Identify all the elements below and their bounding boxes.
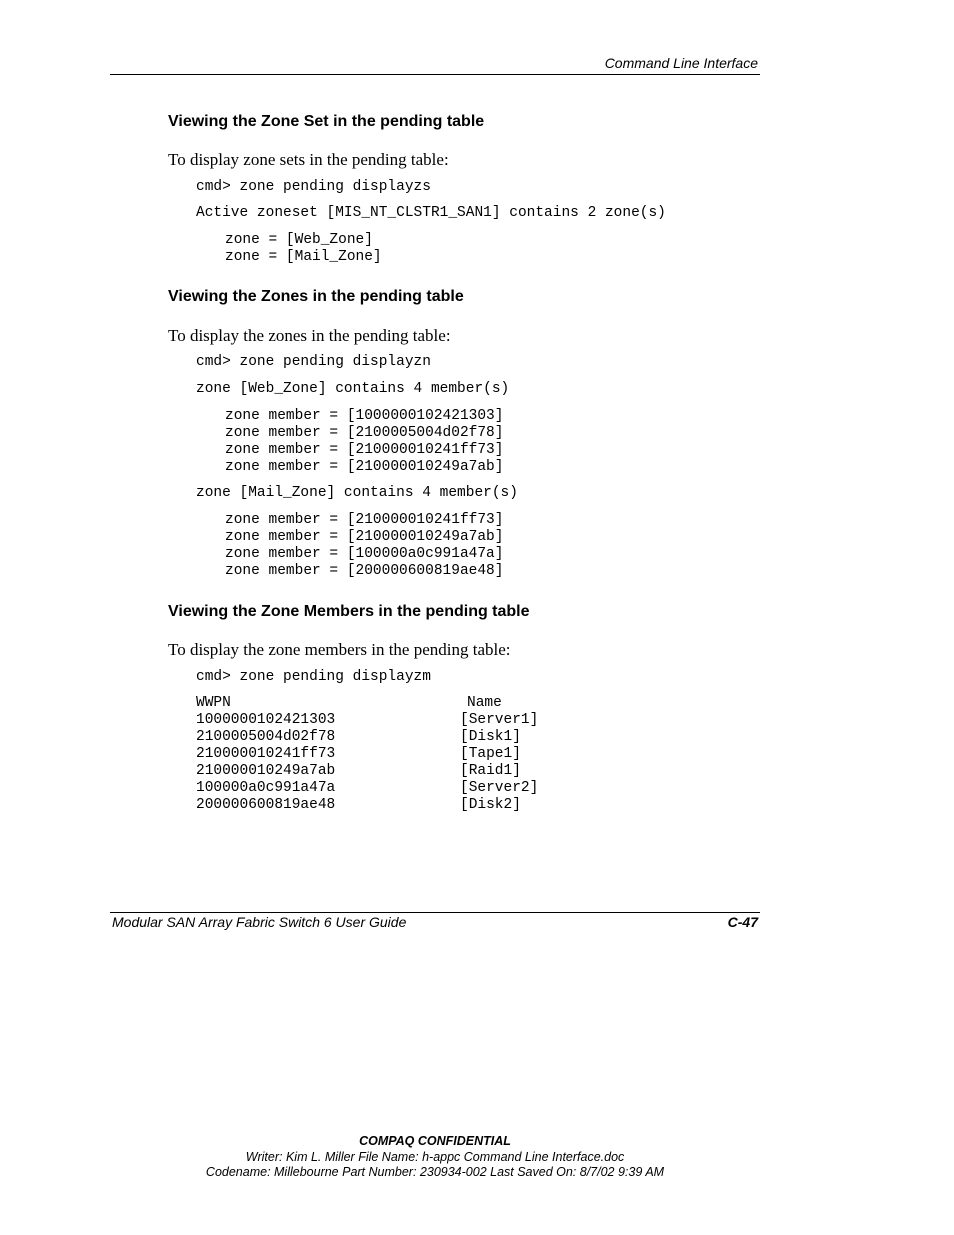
- output-active-zoneset: Active zoneset [MIS_NT_CLSTR1_SAN1] contains 2 zone(s): [196, 205, 666, 221]
- table-cell-name: [Disk1]: [460, 729, 521, 745]
- zone-member-line: zone member = [210000010241ff73]: [225, 442, 504, 458]
- running-header: Command Line Interface: [604, 55, 758, 71]
- confidential-codename-line: Codename: Millebourne Part Number: 230934-002 Last Saved On: 8/7/02 9:39 AM: [205, 1165, 665, 1179]
- table-cell-wwpn: 2100005004d02f78: [196, 729, 336, 745]
- section-intro-zone-set: To display zone sets in the pending table:: [168, 150, 449, 169]
- header-rule: [110, 74, 760, 75]
- zone-line: zone = [Mail_Zone]: [225, 249, 382, 265]
- zone-member-line: zone member = [200000600819ae48]: [225, 563, 504, 579]
- command-displayzn: cmd> zone pending displayzn: [196, 354, 431, 370]
- section-intro-zone-members: To display the zone members in the pending table:: [168, 640, 511, 659]
- footer-guide-title: Modular SAN Array Fabric Switch 6 User Guide: [112, 914, 407, 930]
- zone-member-line: zone member = [210000010241ff73]: [225, 512, 504, 528]
- zone-group-title: zone [Web_Zone] contains 4 member(s): [196, 381, 510, 397]
- zone-group-title: zone [Mail_Zone] contains 4 member(s): [196, 485, 518, 501]
- zone-member-line: zone member = [210000010249a7ab]: [225, 529, 504, 545]
- confidential-label: COMPAQ CONFIDENTIAL: [359, 1134, 511, 1148]
- table-cell-name: [Tape1]: [460, 746, 521, 762]
- zone-member-line: zone member = [210000010249a7ab]: [225, 459, 504, 475]
- footer-rule: [110, 912, 760, 913]
- table-cell-name: [Server1]: [460, 712, 539, 728]
- table-cell-name: [Disk2]: [460, 797, 521, 813]
- command-displayzm: cmd> zone pending displayzm: [196, 669, 431, 685]
- table-cell-name: [Server2]: [460, 780, 539, 796]
- table-cell-wwpn: 210000010241ff73: [196, 746, 336, 762]
- section-heading-zone-set: Viewing the Zone Set in the pending table: [168, 113, 485, 130]
- confidential-writer-line: Writer: Kim L. Miller File Name: h-appc Command Line Interface.doc: [245, 1150, 625, 1164]
- section-heading-zones: Viewing the Zones in the pending table: [168, 288, 464, 305]
- section-intro-zones: To display the zones in the pending table:: [168, 326, 451, 345]
- zone-member-line: zone member = [1000000102421303]: [225, 408, 504, 424]
- page-number: C-47: [727, 914, 758, 930]
- zone-member-line: zone member = [2100005004d02f78]: [225, 425, 504, 441]
- table-header-name: Name: [467, 695, 502, 711]
- table-cell-wwpn: 1000000102421303: [196, 712, 336, 728]
- zone-line: zone = [Web_Zone]: [225, 232, 373, 248]
- table-header-wwpn: WWPN: [196, 695, 231, 711]
- table-cell-wwpn: 100000a0c991a47a: [196, 780, 336, 796]
- command-displayzs: cmd> zone pending displayzs: [196, 179, 431, 195]
- table-cell-wwpn: 210000010249a7ab: [196, 763, 336, 779]
- section-heading-zone-members: Viewing the Zone Members in the pending table: [168, 603, 530, 620]
- table-cell-wwpn: 200000600819ae48: [196, 797, 336, 813]
- zone-member-line: zone member = [100000a0c991a47a]: [225, 546, 504, 562]
- table-cell-name: [Raid1]: [460, 763, 521, 779]
